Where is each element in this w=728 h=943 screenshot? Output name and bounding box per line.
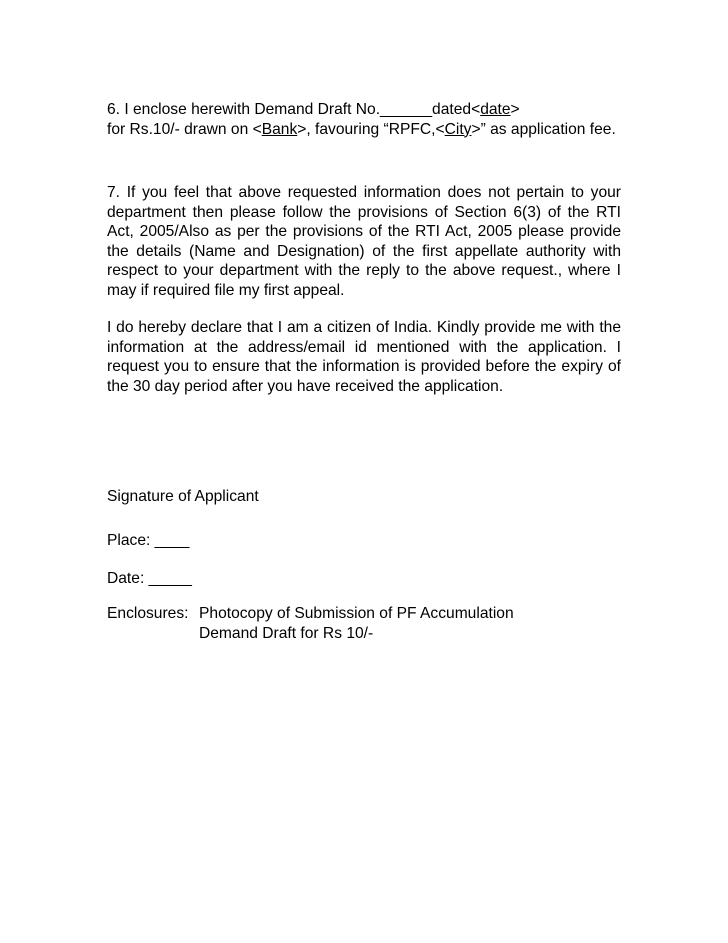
enclosures-label: Enclosures: bbox=[107, 605, 189, 622]
paragraph-6-mid1: > bbox=[510, 101, 520, 118]
place-label: Place: ____ bbox=[107, 532, 190, 549]
bank-placeholder: Bank bbox=[261, 120, 298, 138]
paragraph-6 bbox=[107, 100, 621, 139]
date-label: Date: _____ bbox=[107, 570, 192, 587]
paragraph-6-line2-prefix: for Rs.10/- drawn on < bbox=[107, 120, 262, 138]
enclosures-list bbox=[199, 604, 667, 643]
date-placeholder: date bbox=[480, 101, 511, 118]
declaration-paragraph: I do hereby declare that I am a citizen of India. Kindly provide me with the information at the address/email id mentioned with the application. I request you to ensure that the information is provided before the expiry of the 30 day period after you have received the application. bbox=[107, 319, 621, 395]
paragraph-7: 7. If you feel that above requested information does not pertain to your department then please follow the provisions of Section 6(3) of the RTI Act, 2005/Also as per the provisions of the RTI Act, 2005 please provide the details (Name and Designation) of the first appellate authority with respect to your department with the reply to the above request., where I may if required file my first appeal. bbox=[107, 184, 621, 299]
city-placeholder: City bbox=[444, 120, 472, 138]
enclosure-item: Demand Draft for Rs 10/- bbox=[199, 624, 374, 642]
paragraph-6-mid2: >, favouring “RPFC,< bbox=[297, 120, 445, 138]
enclosure-item: Photocopy of Submission of PF Accumulation bbox=[199, 605, 514, 622]
paragraph-6-suffix: >” as application fee. bbox=[471, 120, 616, 138]
paragraph-6-prefix: 6. I enclose herewith Demand Draft No.______dated< bbox=[107, 101, 481, 118]
signature-label: Signature of Applicant bbox=[107, 488, 259, 505]
enclosures-section bbox=[107, 604, 667, 643]
